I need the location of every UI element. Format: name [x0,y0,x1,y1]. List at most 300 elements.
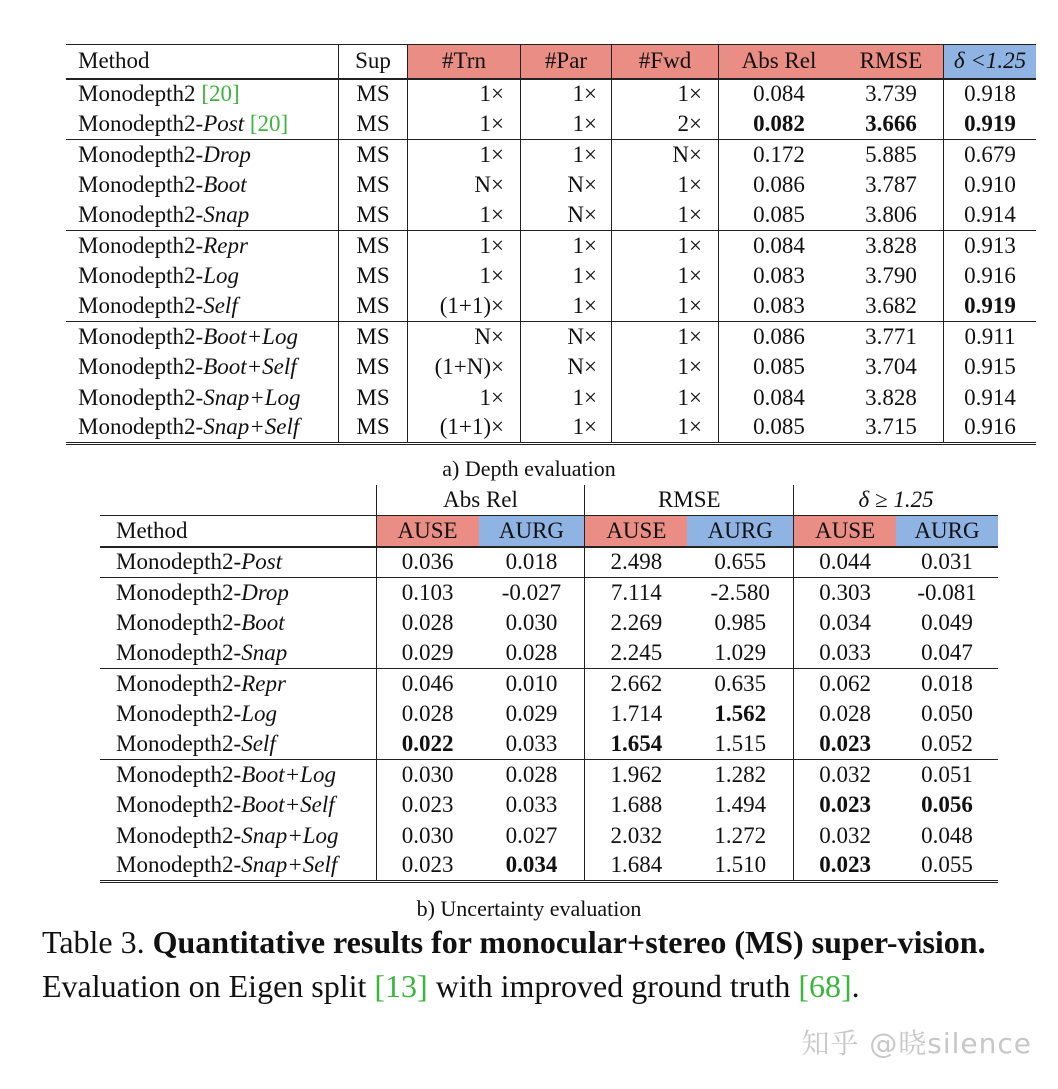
table-a-caption: a) Depth evaluation [442,456,616,481]
trn-value: 1× [479,202,504,227]
trn-value: 1× [479,263,504,289]
par-value: 1× [572,384,597,410]
table-b-subheader-row [100,515,998,547]
par-value: 1× [572,81,597,107]
absrel-cell [719,261,840,291]
par-cell [521,352,612,382]
rmse-cell [839,261,944,291]
sup-value: MS [356,263,390,289]
trn-cell [408,139,521,169]
rmse-cell [839,352,944,382]
method-variant: Boot [241,609,285,635]
absrel-aurg-cell [479,851,585,881]
subheader-absrel-ause: AUSE [376,515,478,547]
rmse-cell [839,413,944,443]
sup-cell [339,109,408,139]
delta-ause-value: 0.033 [819,640,871,666]
trn-value: (1+N)× [434,354,504,380]
rmse-aurg-value: 1.272 [714,822,767,848]
header-fwd: #Fwd [612,45,719,79]
method-base: Monodepth2- [116,549,242,575]
method-cell [100,821,376,851]
method-base: Monodepth2- [116,609,242,635]
par-cell [521,79,612,109]
absrel-value: 0.084 [753,81,805,107]
method-variant: Snap+Self [203,414,300,440]
delta-value: 0.916 [964,414,1016,440]
fwd-value: 1× [677,414,702,440]
delta-ause-cell [794,608,896,638]
rmse-cell [839,230,944,260]
absrel-ause-value: 0.023 [401,792,454,818]
trn-value: 1× [479,232,504,258]
rmse-cell [839,79,944,109]
method-base: Monodepth2- [116,701,242,727]
absrel-aurg-value: 0.033 [505,792,558,818]
absrel-ause-value: 0.046 [401,671,454,696]
watermark: 知乎 @晓silence [801,1027,1032,1060]
rmse-ause-value: 2.245 [610,640,663,666]
rmse-value: 3.771 [865,324,917,350]
sup-value: MS [356,354,390,380]
sup-value: MS [356,202,390,227]
method-variant: Drop [241,579,289,605]
absrel-ause-cell [376,851,478,881]
table-row [66,139,1036,169]
method-variant: Log [203,263,240,289]
rmse-value: 3.715 [865,414,917,440]
delta-aurg-value: 0.018 [921,671,973,696]
method-variant: Repr [241,671,286,696]
rmse-aurg-cell [687,669,793,699]
par-cell [521,170,612,200]
rmse-aurg-value: 0.655 [714,549,767,575]
absrel-cell [719,352,840,382]
rmse-value: 3.666 [865,110,917,136]
sup-cell [339,230,408,260]
table-row [100,638,998,668]
table-row [66,170,1036,200]
method-base: Monodepth2- [116,671,242,696]
par-cell [521,413,612,443]
method-base: Monodepth2- [116,640,242,666]
table-row [66,200,1036,230]
method-variant: Snap+Log [203,384,301,410]
header-delta-text: δ <1.25 [953,48,1027,74]
delta-value: 0.914 [964,384,1016,410]
absrel-aurg-value: 0.027 [505,822,558,848]
rmse-ause-value: 2.498 [610,549,663,575]
absrel-value: 0.085 [753,414,805,440]
par-value: 1× [572,232,597,258]
citation-link[interactable]: [20] [244,110,289,136]
method-cell [66,413,339,443]
rmse-aurg-cell [687,790,793,820]
absrel-aurg-value: 0.010 [505,671,558,696]
delta-cell [944,109,1037,139]
method-base: Monodepth2- [78,293,204,319]
rmse-cell [839,200,944,230]
absrel-aurg-cell [479,760,585,790]
method-cell [100,729,376,759]
delta-value: 0.910 [964,171,1016,197]
absrel-aurg-cell [479,577,585,607]
sup-cell [339,79,408,109]
absrel-ause-value: 0.028 [401,701,454,727]
header-absrel: Abs Rel [719,45,840,79]
method-base: Monodepth2- [78,324,204,350]
par-cell [521,382,612,412]
subheader-rmse-ause: AUSE [585,515,687,547]
rmse-ause-value: 2.032 [610,822,663,848]
table-row [100,608,998,638]
fwd-cell [612,382,719,412]
method-cell [100,547,376,577]
method-variant: Self [203,293,238,319]
caption-label: Table 3. [42,924,153,960]
rmse-ause-cell [585,638,687,668]
rmse-value: 3.787 [865,171,917,197]
absrel-cell [719,170,840,200]
delta-value: 0.916 [964,263,1016,289]
caption-bold-text: Quantitative results for monocular+stereo (MS) super-vision. [152,924,986,960]
method-variant: Snap+Self [241,852,338,878]
method-variant: Self [241,731,276,757]
sup-value: MS [356,141,390,167]
delta-value: 0.913 [964,232,1016,258]
header-par: #Par [521,45,612,79]
absrel-ause-value: 0.023 [401,852,454,878]
absrel-aurg-value: 0.028 [505,762,558,788]
rmse-aurg-value: 0.985 [714,609,767,635]
delta-aurg-cell [896,760,998,790]
absrel-value: 0.086 [753,324,805,350]
rmse-aurg-cell [687,729,793,759]
trn-cell [408,230,521,260]
rmse-value: 3.704 [865,354,917,380]
subheader-rmse-aurg: AURG [687,515,793,547]
delta-value: 0.919 [964,293,1016,319]
absrel-value: 0.086 [753,171,805,197]
group-header-absrel: Abs Rel [376,485,585,515]
absrel-ause-cell [376,608,478,638]
delta-cell [944,291,1037,321]
method-base: Monodepth2 [78,81,202,107]
absrel-ause-value: 0.029 [401,640,454,666]
header-method-b: Method [100,515,376,547]
table-row [66,79,1036,109]
delta-aurg-value: -0.081 [917,579,977,605]
method-cell [100,638,376,668]
rmse-value: 3.806 [865,202,917,227]
table-row [100,790,998,820]
delta-ause-value: 0.032 [819,822,871,848]
rmse-aurg-cell [687,577,793,607]
rmse-ause-cell [585,790,687,820]
trn-value: 1× [479,110,504,136]
absrel-aurg-cell [479,790,585,820]
rmse-ause-cell [585,821,687,851]
rmse-cell [839,170,944,200]
table-row [66,382,1036,412]
trn-cell [408,79,521,109]
par-value: 1× [572,263,597,289]
method-base: Monodepth2- [116,792,242,818]
method-variant: Log [241,701,278,727]
delta-ause-value: 0.032 [819,762,871,788]
rmse-value: 5.885 [865,141,917,167]
rmse-cell [839,139,944,169]
sup-cell [339,352,408,382]
fwd-cell [612,79,719,109]
caption-citation-68[interactable]: [68] [798,968,852,1004]
absrel-ause-value: 0.028 [401,609,454,635]
table-row [100,547,998,577]
absrel-aurg-cell [479,729,585,759]
trn-value: (1+1)× [439,414,504,440]
absrel-value: 0.083 [753,263,805,289]
par-value: N× [567,324,597,350]
delta-aurg-cell [896,821,998,851]
par-value: 1× [572,414,597,440]
depth-evaluation-table [66,44,1036,445]
method-base: Monodepth2- [78,414,204,440]
table-b-group-header-row [100,485,998,515]
group-header-rmse: RMSE [585,485,794,515]
table-a-header-row [66,45,1036,79]
absrel-ause-cell [376,638,478,668]
delta-cell [944,413,1037,443]
table-row [66,261,1036,291]
delta-aurg-value: 0.056 [921,792,973,818]
sup-cell [339,322,408,352]
method-cell [100,577,376,607]
method-cell [66,170,339,200]
citation-link[interactable]: [20] [201,81,240,107]
delta-ause-value: 0.062 [819,671,871,696]
absrel-aurg-cell [479,699,585,729]
absrel-aurg-cell [479,821,585,851]
absrel-value: 0.085 [753,202,805,227]
fwd-cell [612,291,719,321]
delta-ause-cell [794,699,896,729]
delta-ause-cell [794,547,896,577]
method-variant: Boot+Self [241,792,335,818]
par-cell [521,261,612,291]
delta-ause-cell [794,790,896,820]
method-cell [100,669,376,699]
absrel-value: 0.172 [753,141,805,167]
rmse-ause-value: 1.962 [610,762,663,788]
table-row [100,851,998,881]
absrel-ause-cell [376,669,478,699]
delta-ause-value: 0.023 [819,852,871,878]
table-row [100,821,998,851]
sup-cell [339,382,408,412]
absrel-value: 0.084 [753,384,805,410]
fwd-value: N× [672,141,702,167]
par-value: 1× [572,141,597,167]
rmse-cell [839,291,944,321]
sup-cell [339,139,408,169]
fwd-cell [612,352,719,382]
absrel-aurg-value: 0.033 [505,731,558,757]
delta-aurg-value: 0.050 [921,701,973,727]
fwd-value: 1× [677,171,702,197]
absrel-cell [719,322,840,352]
method-cell [66,139,339,169]
method-variant: Post [203,110,245,136]
rmse-aurg-cell [687,821,793,851]
rmse-ause-value: 1.684 [610,852,663,878]
header-rmse: RMSE [839,45,944,79]
rmse-ause-value: 1.714 [610,701,663,727]
trn-value: 1× [479,141,504,167]
rmse-ause-value: 1.654 [610,731,663,757]
delta-value: 0.914 [964,202,1016,227]
absrel-ause-cell [376,547,478,577]
rmse-ause-cell [585,851,687,881]
method-base: Monodepth2- [116,852,242,878]
sup-value: MS [356,171,390,197]
trn-cell [408,200,521,230]
trn-cell [408,413,521,443]
delta-aurg-cell [896,608,998,638]
fwd-cell [612,200,719,230]
method-base: Monodepth2- [78,263,204,289]
delta-value: 0.919 [964,110,1016,136]
delta-ause-cell [794,851,896,881]
delta-ause-value: 0.044 [819,549,871,575]
rmse-cell [839,109,944,139]
delta-cell [944,200,1037,230]
fwd-value: 2× [677,110,702,136]
delta-cell [944,322,1037,352]
group-header-delta [794,485,998,515]
header-sup: Sup [339,45,408,79]
delta-ause-value: 0.303 [819,579,871,605]
absrel-ause-value: 0.036 [401,549,454,575]
trn-cell [408,170,521,200]
table-row [100,669,998,699]
method-base: Monodepth2- [78,202,204,227]
rmse-ause-cell [585,760,687,790]
method-variant: Snap+Log [241,822,339,848]
method-variant: Snap [203,202,250,227]
subheader-delta-ause: AUSE [794,515,896,547]
absrel-cell [719,291,840,321]
sup-value: MS [356,110,390,136]
delta-ause-cell [794,577,896,607]
rmse-aurg-value: 0.635 [714,671,767,696]
table-row [100,729,998,759]
absrel-cell [719,200,840,230]
method-variant: Drop [203,141,251,167]
method-cell [66,382,339,412]
caption-text-2: with improved ground truth [427,968,799,1004]
table-a-body [66,79,1036,444]
delta-value: 0.918 [964,81,1016,107]
delta-cell [944,352,1037,382]
fwd-cell [612,413,719,443]
method-cell [100,790,376,820]
absrel-aurg-cell [479,669,585,699]
sup-cell [339,200,408,230]
rmse-aurg-value: 1.494 [714,792,767,818]
absrel-cell [719,230,840,260]
fwd-cell [612,261,719,291]
absrel-aurg-value: 0.030 [505,609,558,635]
delta-cell [944,79,1037,109]
method-base: Monodepth2- [78,232,204,258]
trn-cell [408,261,521,291]
fwd-cell [612,170,719,200]
trn-value: N× [474,171,504,197]
absrel-aurg-cell [479,638,585,668]
absrel-ause-cell [376,790,478,820]
delta-cell [944,139,1037,169]
header-trn: #Trn [408,45,521,79]
par-cell [521,139,612,169]
par-value: 1× [572,110,597,136]
method-cell [66,261,339,291]
method-cell [100,608,376,638]
rmse-value: 3.790 [865,263,917,289]
absrel-cell [719,382,840,412]
method-base: Monodepth2- [116,822,242,848]
delta-ause-cell [794,760,896,790]
rmse-ause-cell [585,729,687,759]
absrel-ause-cell [376,577,478,607]
delta-value: 0.679 [964,141,1016,167]
caption-citation-13[interactable]: [13] [374,968,428,1004]
subheader-delta-aurg: AURG [896,515,998,547]
rmse-aurg-value: 1.510 [714,852,767,878]
sup-cell [339,261,408,291]
trn-cell [408,382,521,412]
fwd-value: 1× [677,232,702,258]
delta-aurg-value: 0.048 [921,822,973,848]
absrel-cell [719,139,840,169]
par-value: N× [567,202,597,227]
sup-value: MS [356,414,390,440]
table-row [66,230,1036,260]
rmse-aurg-value: 1.282 [714,762,767,788]
rmse-aurg-cell [687,699,793,729]
method-variant: Boot+Self [203,354,297,380]
fwd-cell [612,230,719,260]
delta-ause-cell [794,669,896,699]
rmse-value: 3.739 [865,81,917,107]
caption-text-3: . [851,968,860,1004]
fwd-cell [612,322,719,352]
delta-aurg-cell [896,638,998,668]
trn-cell [408,109,521,139]
delta-value: 0.911 [964,324,1016,350]
method-base: Monodepth2- [78,110,204,136]
delta-aurg-value: 0.051 [921,762,973,788]
method-base: Monodepth2- [78,141,204,167]
sup-value: MS [356,293,390,319]
absrel-ause-value: 0.030 [401,762,454,788]
absrel-cell [719,109,840,139]
absrel-ause-value: 0.022 [401,731,454,757]
rmse-aurg-cell [687,638,793,668]
table-row [66,352,1036,382]
absrel-aurg-cell [479,547,585,577]
table-row [66,291,1036,321]
delta-value: 0.915 [964,354,1016,380]
